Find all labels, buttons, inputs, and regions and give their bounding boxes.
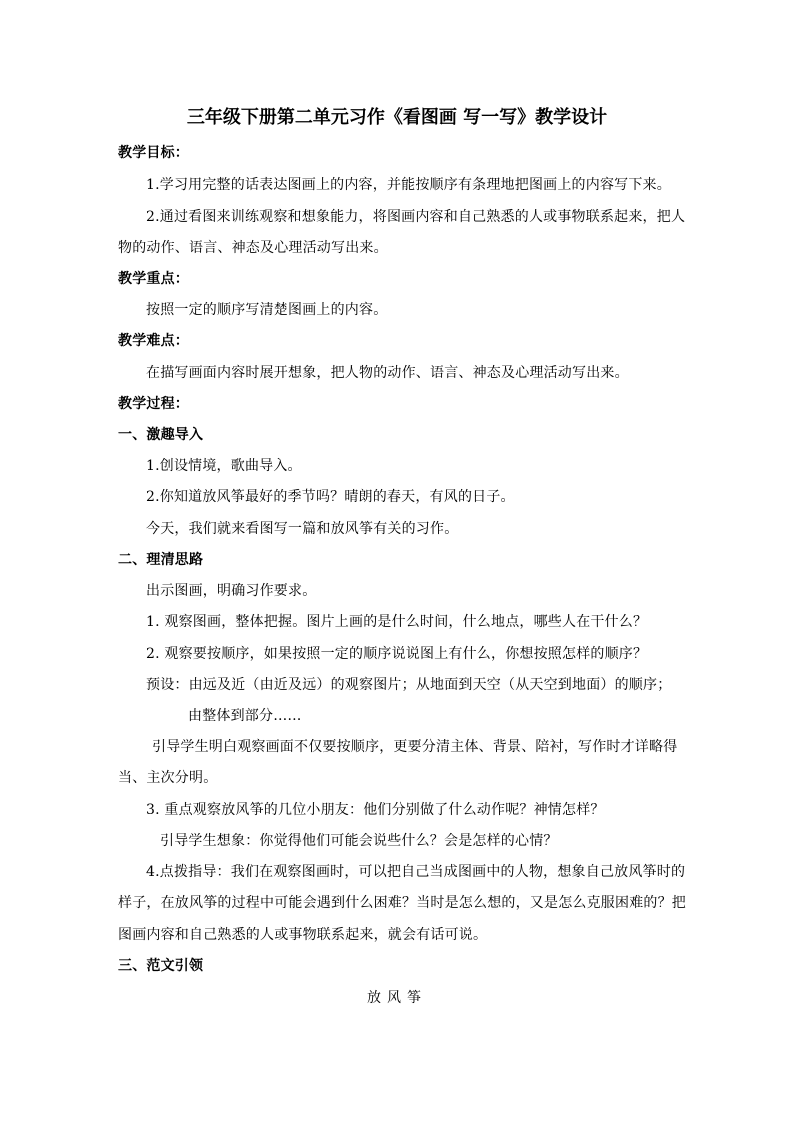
goals-heading: 教学目标： (118, 145, 189, 161)
section-2-preset-line-2: 由整体到部分…… (188, 708, 302, 724)
section-2-preset-line-1: 预设：由远及近（由近及远）的观察图片；从地面到天空（从天空到地面）的顺序； (146, 677, 672, 693)
section-2-guide-line-1: 引导学生明白观察画面不仅要按顺序，更要分清主体、背景、陪衬，写作时才详略得 (152, 739, 678, 755)
section-2-heading: 二、理清思路 (118, 552, 204, 568)
section-1-heading: 一、激趣导入 (118, 427, 204, 443)
sample-essay-title: 放风筝 (367, 990, 427, 1006)
section-2-guide-line-2: 当、主次分明。 (118, 770, 218, 786)
key-heading: 教学重点： (118, 271, 189, 287)
section-1-item-2: 2.你知道放风筝最好的季节吗？晴朗的春天，有风的日子。 (146, 489, 515, 505)
section-1-item-3: 今天，我们就来看图写一篇和放风筝有关的习作。 (146, 521, 459, 537)
section-2-item-4-line-1: 4.点拨指导：我们在观察图画时，可以把自己当成图画中的人物，想象自己放风筝时的 (146, 864, 686, 880)
section-3-heading: 三、范文引领 (118, 958, 204, 974)
section-1-item-1: 1.创设情境，歌曲导入。 (146, 458, 302, 474)
section-2-item-2: 2. 观察要按顺序，如果按照一定的顺序说说图上有什么，你想按照怎样的顺序？ (146, 646, 648, 662)
goal-1: 1.学习用完整的话表达图画上的内容，并能按顺序有条理地把图画上的内容写下来。 (146, 177, 671, 193)
section-2-intro: 出示图画，明确习作要求。 (146, 583, 317, 599)
difficulty-text: 在描写画面内容时展开想象，把人物的动作、语言、神态及心理活动写出来。 (146, 365, 629, 381)
section-2-item-4-line-3: 图画内容和自己熟悉的人或事物联系起来，就会有话可说。 (118, 927, 488, 943)
section-2-item-3: 3. 重点观察放风筝的几位小朋友：他们分别做了什么动作呢？神情怎样？ (146, 802, 605, 818)
section-2-item-4-line-2: 样子，在放风筝的过程中可能会遇到什么困难？当时是怎么想的，又是怎么克服困难的？把 (118, 895, 686, 911)
section-2-item-1: 1. 观察图画，整体把握。图片上画的是什么时间，什么地点，哪些人在干什么？ (146, 614, 648, 630)
goal-2-line-2: 物的动作、语言、神态及心理活动写出来。 (118, 240, 388, 256)
section-2-item-3-guide: 引导学生想象：你觉得他们可能会说些什么？会是怎样的心情？ (160, 833, 558, 849)
key-text: 按照一定的顺序写清楚图画上的内容。 (146, 302, 388, 318)
process-heading: 教学过程： (118, 396, 189, 412)
document-title: 三年级下册第二单元习作《看图画 写一写》教学设计 (186, 107, 608, 128)
difficulty-heading: 教学难点： (118, 333, 189, 349)
goal-2-line-1: 2.通过看图来训练观察和想象能力，将图画内容和自己熟悉的人或事物联系起来，把人 (146, 209, 686, 225)
